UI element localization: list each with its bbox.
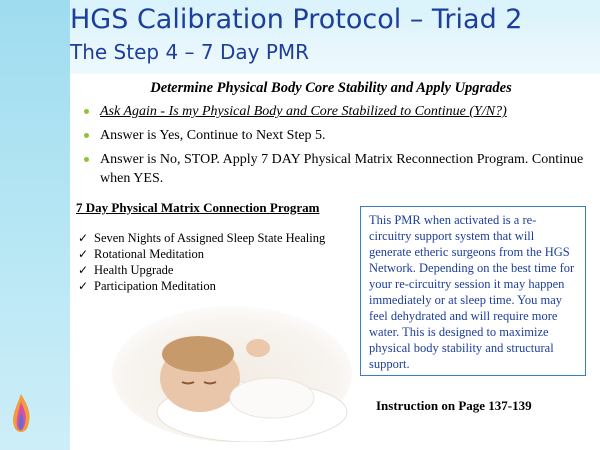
check-icon: ✓ xyxy=(78,263,89,277)
program-checklist xyxy=(78,230,358,294)
check-icon: ✓ xyxy=(78,279,89,293)
checklist-text: Seven Nights of Assigned Sleep State Healing xyxy=(94,231,326,245)
checklist-text: Health Upgrade xyxy=(94,263,174,277)
check-icon: ✓ xyxy=(78,231,89,245)
checklist-item xyxy=(78,230,358,246)
bullet-item xyxy=(82,126,592,145)
checklist-text: Rotational Meditation xyxy=(94,247,205,261)
info-box: This PMR when activated is a re-circuitry support system that will generate etheric surgeons from the HGS Network. Depending on the best time for your re-circuitry session it may happen immediately or at sleep time. You may feel dehydrated and will require more water. This is designed to maximize physical body stability and structural support. xyxy=(360,206,586,376)
bullet-item xyxy=(82,150,592,188)
checklist-text: Participation Meditation xyxy=(94,279,216,293)
bullet-text: Answer is Yes, Continue to Next Step 5. xyxy=(100,128,326,143)
bullet-text: Answer is No, STOP. Apply 7 DAY Physical Matrix Reconnection Program. Continue when YES. xyxy=(100,152,584,186)
bullet-list xyxy=(82,102,592,193)
instruction-text: Instruction on Page 137-139 xyxy=(376,398,532,413)
bullet-dot-icon xyxy=(84,133,89,138)
slide-title: HGS Calibration Protocol – Triad 2 xyxy=(70,4,523,35)
checklist-item xyxy=(78,262,358,278)
left-decorative-band xyxy=(0,0,70,450)
checklist-item xyxy=(78,278,358,294)
flame-logo-icon xyxy=(8,392,34,440)
slide-subtitle: The Step 4 – 7 Day PMR xyxy=(70,40,310,64)
sleeping-baby-image xyxy=(112,302,352,442)
checklist-item xyxy=(78,246,358,262)
program-title: 7 Day Physical Matrix Connection Program xyxy=(76,200,320,215)
bullet-dot-icon xyxy=(84,109,89,114)
check-icon: ✓ xyxy=(78,247,89,261)
bullet-item xyxy=(82,102,592,121)
bullet-dot-icon xyxy=(84,157,89,162)
section-heading: Determine Physical Body Core Stability and Apply Upgrades xyxy=(150,80,512,96)
bullet-text: Ask Again - Is my Physical Body and Core Stabilized to Continue (Y/N?) xyxy=(100,104,507,119)
